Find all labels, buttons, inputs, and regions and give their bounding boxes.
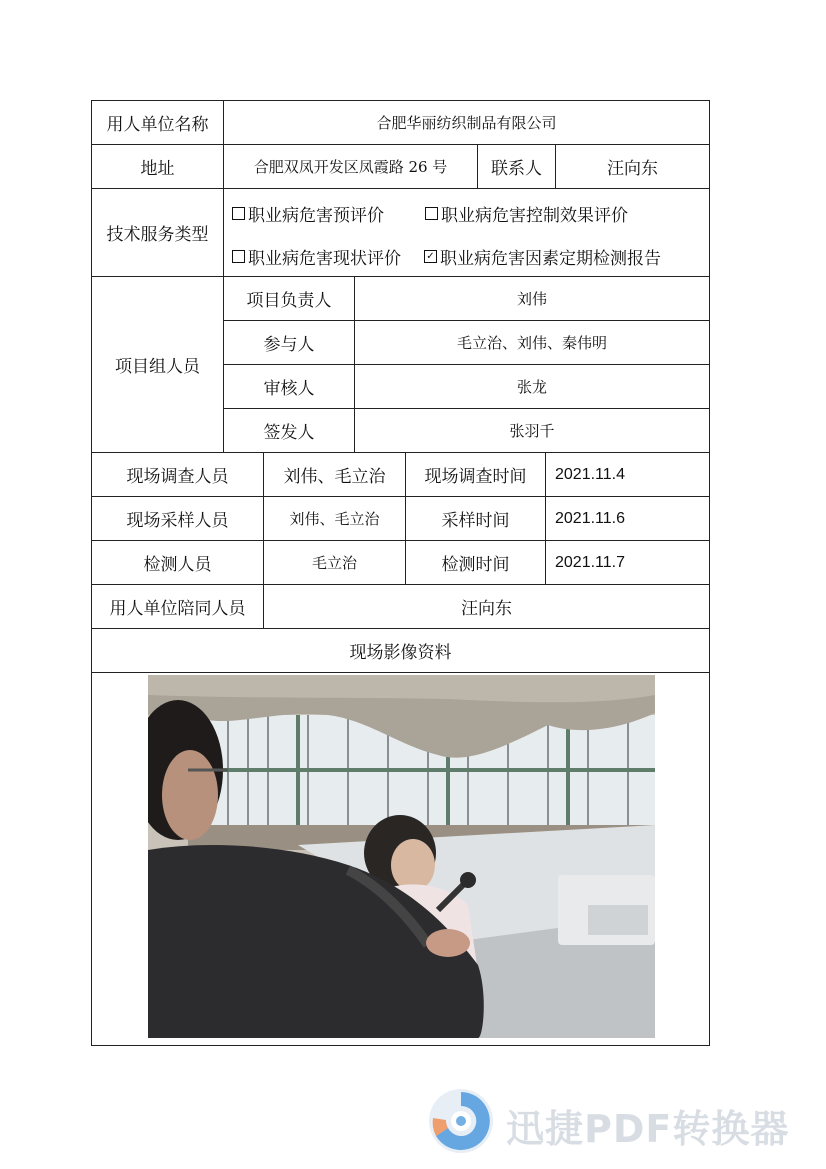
sampling-time-label: 采样时间 [405,496,546,541]
sampling-staff-label: 现场采样人员 [91,496,264,541]
contact-value: 汪向东 [555,144,710,189]
service-option-periodic-testing[interactable]: ✓ 职业病危害因素定期检测报告 [424,244,661,269]
survey-staff-value: 刘伟、毛立治 [263,452,406,497]
sampling-staff-value: 刘伟、毛立治 [263,496,406,541]
survey-staff-label: 现场调查人员 [91,452,264,497]
team-role: 签发人 [223,408,355,453]
employer-label: 用人单位名称 [91,100,224,145]
escort-label: 用人单位陪同人员 [91,584,264,629]
testing-staff-label: 检测人员 [91,540,264,585]
team-name: 张羽千 [354,408,710,453]
checkbox-unchecked-icon[interactable] [232,250,245,263]
escort-value: 汪向东 [263,584,710,629]
report-table [91,100,710,1046]
service-option-pre-evaluation[interactable]: 职业病危害预评价 [232,201,384,226]
service-type-label: 技术服务类型 [91,188,224,277]
team-name: 张龙 [354,364,710,409]
address-label: 地址 [91,144,224,189]
app-logo-icon [428,1088,494,1154]
testing-time-label: 检测时间 [405,540,546,585]
checkbox-checked-icon[interactable]: ✓ [424,250,437,263]
team-role: 参与人 [223,320,355,365]
team-role: 项目负责人 [223,276,355,321]
testing-staff-value: 毛立治 [263,540,406,585]
address-value: 合肥双凤开发区凤霞路 26 号 [223,144,478,189]
testing-time-value: 2021.11.7 [545,540,710,585]
team-name: 毛立治、刘伟、秦伟明 [354,320,710,365]
watermark-text: 迅捷PDF转换器 [506,1107,790,1151]
team-role: 审核人 [223,364,355,409]
site-photo [148,675,655,1038]
team-name: 刘伟 [354,276,710,321]
checkbox-unchecked-icon[interactable] [232,207,245,220]
photo-section-label: 现场影像资料 [91,628,710,673]
survey-time-value: 2021.11.4 [545,452,710,497]
contact-label: 联系人 [477,144,556,189]
checkbox-unchecked-icon[interactable] [425,207,438,220]
service-option-status-evaluation[interactable]: 职业病危害现状评价 [232,244,401,269]
service-type-options [223,188,710,277]
service-option-control-effect[interactable]: 职业病危害控制效果评价 [425,201,628,226]
survey-time-label: 现场调查时间 [405,452,546,497]
sampling-time-value: 2021.11.6 [545,496,710,541]
watermark [428,1088,808,1154]
team-label: 项目组人员 [91,276,224,453]
employer-value: 合肥华丽纺织制品有限公司 [223,100,710,145]
